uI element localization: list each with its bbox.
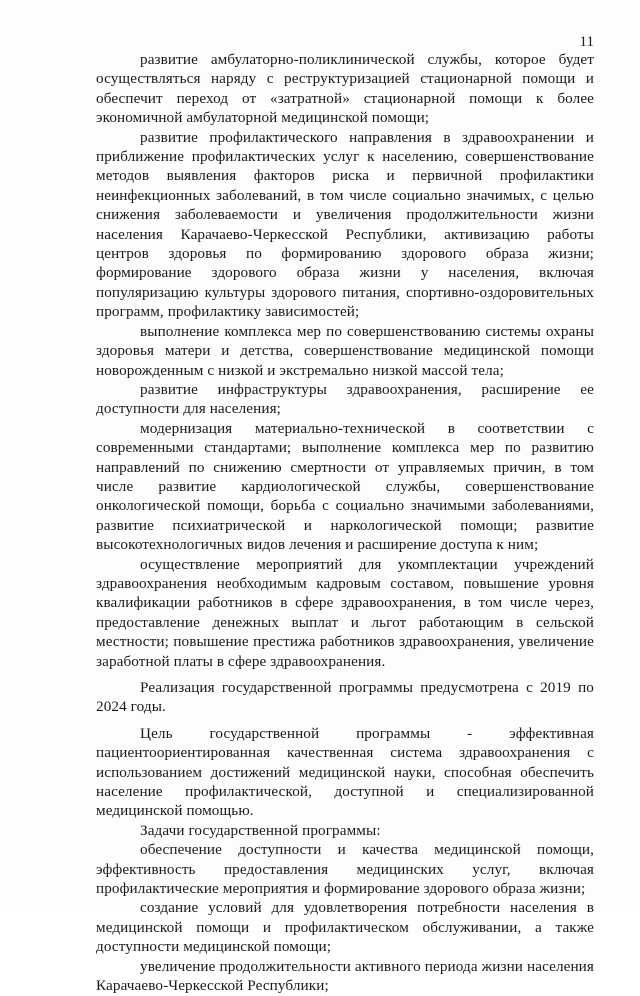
paragraph-task-life-expectancy: увеличение продолжительности активного периода жизни населения Карачаево-Черкесской Республики; (96, 957, 594, 995)
paragraph-program-period: Реализация государственной программы предусмотрена с 2019 по 2024 годы. (96, 679, 594, 716)
paragraph-staffing: осуществление мероприятий для укомплектации учреждений здравоохранения необходимым кадровым составом, повышение уровня квалификации работников в сфере здравоохранения, в том числе через, предоставление денежных выплат и льгот работающим в сельской местности; повышение престижа работников здравоохранения, увеличение заработной платы в сфере здравоохранения. (96, 555, 594, 670)
paragraph-modernization: модернизация материально-технической в соответствии с современными стандартами; выполнение комплекса мер по развитию направлений по снижению смертности от управляемых причин, в том числе развитие кардиологической службы, совершенствование онкологической помощи, борьба с социально значимыми заболеваниями, развитие психиатрической и наркологической помощи; развитие высокотехнологичных видов лечения и расширение доступа к ним; (96, 419, 594, 554)
document-body (96, 50, 594, 996)
paragraph-tasks-heading: Задачи государственной программы: (140, 821, 381, 839)
paragraph-outpatient-service: развитие амбулаторно-поликлинической службы, которое будет осуществляться наряду с реструктуризацией стационарной помощи и обеспечит переход от «затратной» стационарной помощи к более экономичной амбулаторной медицинской помощи; (96, 51, 594, 127)
paragraph-prevention: развитие профилактического направления в здравоохранении и приближение профилактических услуг к населению, совершенствование методов выявления факторов риска и первичной профилактики неинфекционных заболеваний, в том числе социально значимых, с целью снижения заболеваемости и увеличения продолжительности жизни населения Карачаево-Черкесской Республики, активизацию работы центров здоровья по формированию здорового образа жизни; формирование здорового образа жизни у населения, включая популяризацию культуры здорового питания, спортивно-оздоровительных программ, профилактику зависимостей; (96, 128, 594, 321)
paragraph-task-conditions: создание условий для удовлетворения потребности населения в медицинской помощи и профилактическом обслуживании, а также доступности медицинской помощи; (96, 899, 594, 956)
paragraph-task-access-quality: обеспечение доступности и качества медицинской помощи, эффективность предоставления медицинских услуг, включая профилактические мероприятия и формирование здорового образа жизни; (96, 841, 594, 898)
page-number: 11 (579, 34, 594, 50)
paragraph-infrastructure: развитие инфраструктуры здравоохранения, расширение ее доступности для населения; (96, 380, 594, 418)
paragraph-program-goal: Цель государственной программы - эффективная пациентоориентированная качественная система здравоохранения с использованием достижений медицинской науки, способная обеспечить население профилактической, доступной и специализированной медицинской помощью. (96, 724, 594, 820)
paragraph-maternity-childhood: выполнение комплекса мер по совершенствованию системы охраны здоровья матери и детства, совершенствование медицинской помощи новорожденным с низкой и экстремально низкой массой тела; (96, 322, 594, 379)
